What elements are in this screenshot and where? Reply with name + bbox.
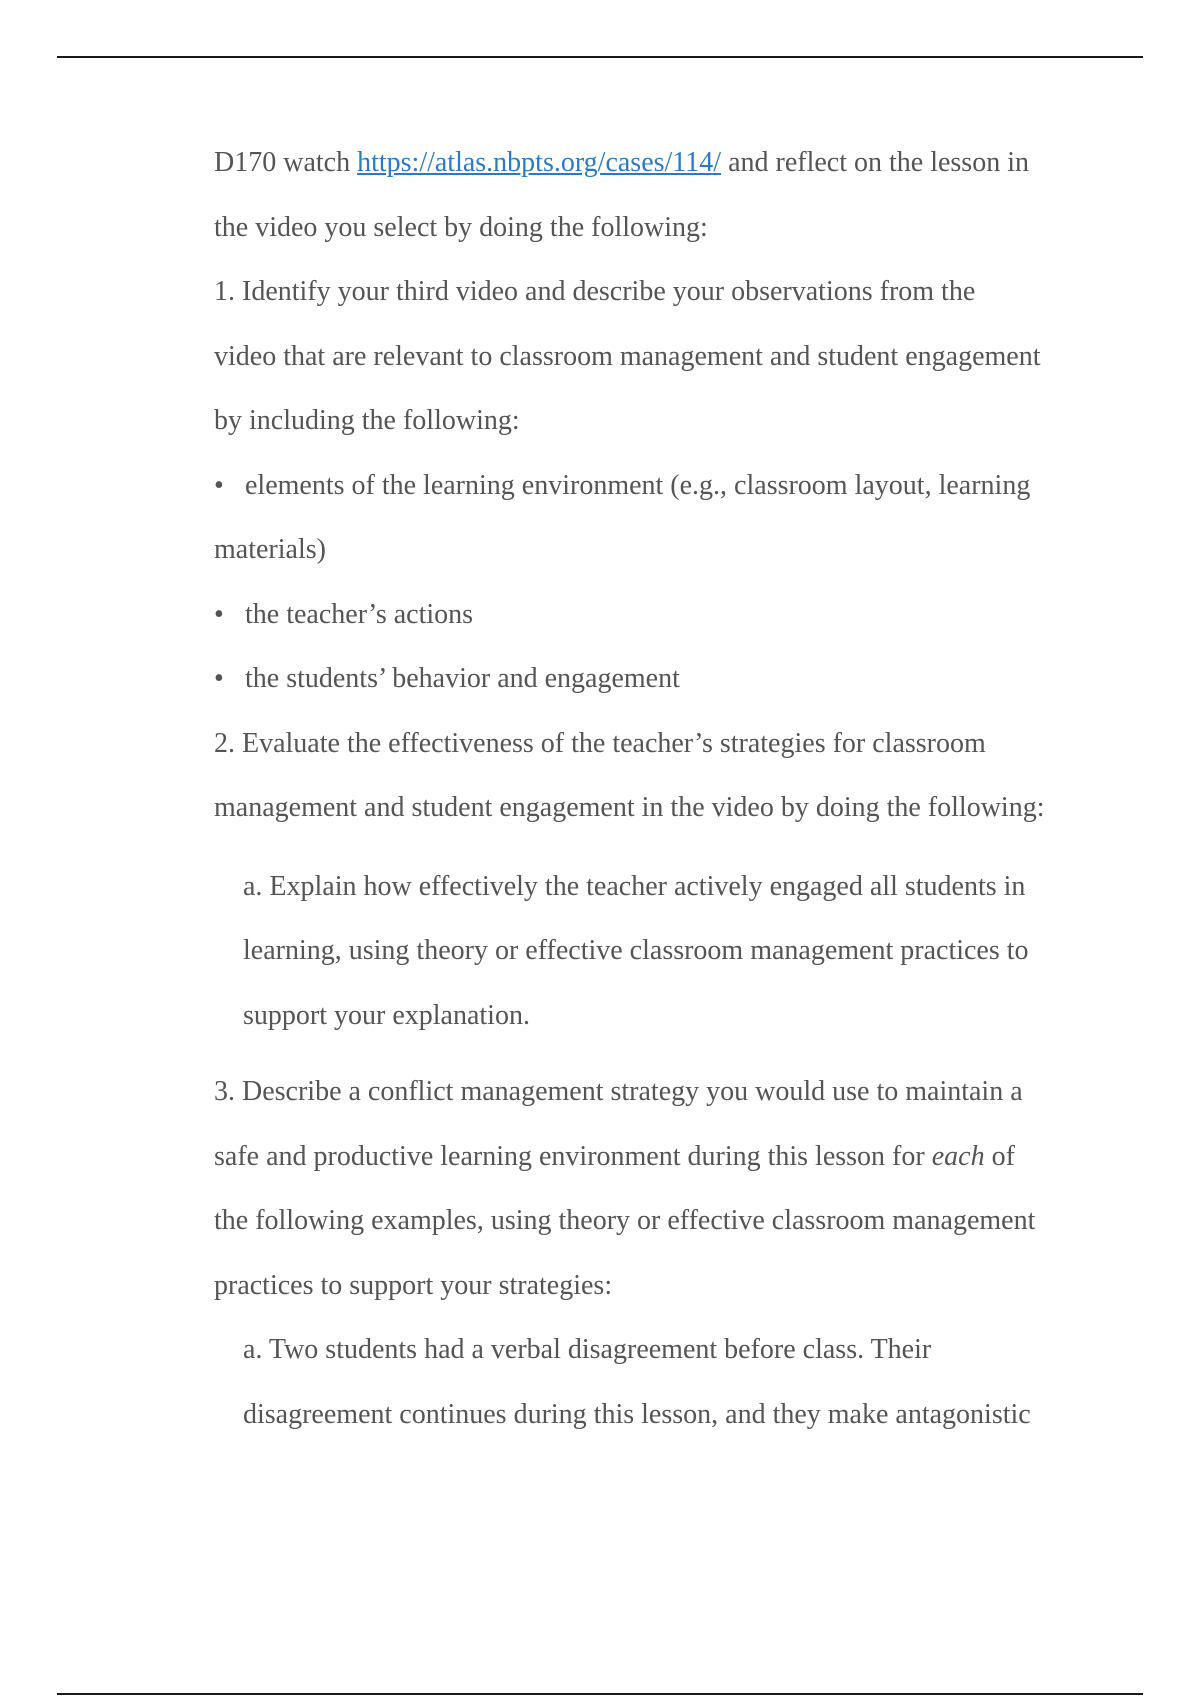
bullet-2-text: the teacher’s actions [245, 598, 474, 630]
bullet-icon: • [214, 469, 224, 501]
bullet-icon: • [214, 598, 224, 630]
item-3-line-1: 3. Describe a conflict management strategy you would use to maintain a [214, 1076, 1023, 1107]
item-3-line-4: practices to support your strategies: [214, 1269, 613, 1301]
item-3-line-2-pre: safe and productive learning environment during this lesson for [214, 1140, 932, 1172]
item-3-line-3: the following examples, using theory or effective classroom management [214, 1205, 1036, 1236]
case-link[interactable]: https://atlas.nbpts.org/cases/114/ [357, 147, 722, 178]
top-rule [57, 56, 1143, 58]
item-3a-line-1: a. Two students had a verbal disagreement before class. Their [243, 1334, 932, 1365]
bullet-item-1-continued: materials) [214, 534, 326, 565]
intro-line-1 [214, 131, 1094, 196]
bullet-icon: • [214, 663, 224, 694]
bottom-rule [57, 1693, 1143, 1695]
bullet-1-text: elements of the learning environment (e.g., classroom layout, learning [245, 469, 1031, 501]
intro-prefix: D170 watch [214, 147, 358, 178]
item-3-emphasis: each [931, 1140, 985, 1172]
bullet-3-text: the students’ behavior and engagement [245, 663, 680, 694]
bullet-item-1 [214, 454, 1094, 519]
item-1-line-2: video that are relevant to classroom management and student engagement [214, 340, 1041, 372]
intro-suffix: and reflect on the lesson in [721, 147, 1029, 178]
item-3a-line-2: disagreement continues during this lesson, and they make antagonistic [243, 1398, 1031, 1430]
item-2a-line-2: learning, using theory or effective classroom management practices to [243, 935, 1029, 966]
bullet-item-3 [214, 647, 1094, 712]
item-2a-line-1: a. Explain how effectively the teacher actively engaged all students in [243, 870, 1026, 902]
bullet-item-2 [214, 583, 1094, 648]
document-body [214, 131, 1094, 1447]
item-2-line-1: 2. Evaluate the effectiveness of the teacher’s strategies for classroom [214, 727, 986, 759]
intro-line-2: the video you select by doing the following: [214, 211, 708, 243]
item-1-line-1: 1. Identify your third video and describe your observations from the [214, 276, 976, 307]
item-3-line-2 [214, 1125, 1094, 1190]
item-3-line-2-post: of [984, 1140, 1015, 1172]
item-2-line-2: management and student engagement in the video by doing the following: [214, 792, 1045, 823]
item-1-line-3: by including the following: [214, 405, 520, 436]
item-2a-line-3: support your explanation. [243, 999, 530, 1031]
